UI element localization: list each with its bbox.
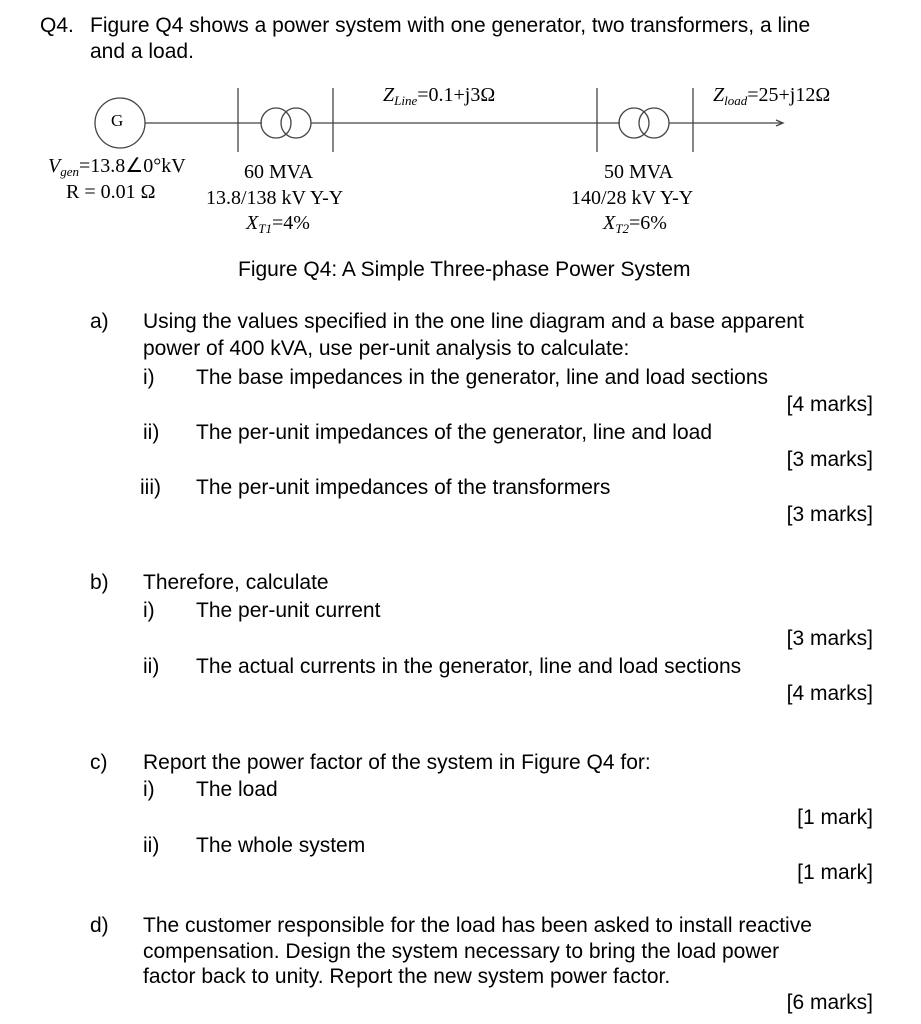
one-line-diagram: [0, 0, 921, 300]
generator-label: G: [111, 111, 124, 130]
part-b-line1: Therefore, calculate: [143, 571, 329, 594]
part-a-ii-num: ii): [143, 421, 160, 444]
question-intro-line1: Figure Q4 shows a power system with one generator, two transformers, a line: [90, 14, 811, 37]
part-b-ii-text: The actual currents in the generator, line and load sections: [196, 655, 742, 678]
part-c-line1: Report the power factor of the system in Figure Q4 for:: [143, 751, 651, 774]
t2-rating: 50 MVA: [604, 161, 674, 183]
part-c-ii-marks: [1 mark]: [797, 861, 873, 884]
part-a-ii-marks: [3 marks]: [786, 448, 873, 471]
part-a-iii-num: iii): [140, 476, 161, 499]
question-number: Q4.: [40, 14, 74, 37]
question-intro-line2: and a load.: [90, 40, 194, 63]
part-c-i-text: The load: [196, 778, 278, 801]
transformer-t1-secondary: [281, 108, 311, 138]
part-b-label: b): [90, 571, 109, 594]
t2-voltage: 140/28 kV Y-Y: [571, 187, 694, 209]
part-a-i-marks: [4 marks]: [786, 393, 873, 416]
part-d-marks: [6 marks]: [786, 991, 873, 1014]
part-b-i-text: The per-unit current: [196, 599, 381, 622]
t2-reactance: $X_{T2}=6\%$: [603, 212, 667, 236]
part-c-ii-text: The whole system: [196, 834, 366, 857]
part-c-ii-num: ii): [143, 834, 160, 857]
part-b-i-num: i): [143, 599, 155, 622]
part-a-label: a): [90, 310, 109, 333]
r-gen-label: R = 0.01 Ω: [66, 181, 156, 203]
figure-caption: Figure Q4: A Simple Three-phase Power System: [238, 258, 691, 281]
part-a-ii-text: The per-unit impedances of the generator, line and load: [196, 421, 713, 444]
part-d-line1: The customer responsible for the load has been asked to install reactive: [143, 914, 812, 937]
transformer-t2-primary: [619, 108, 649, 138]
part-a-i-text: The base impedances in the generator, line and load sections: [196, 366, 769, 389]
t1-voltage: 13.8/138 kV Y-Y: [206, 187, 344, 209]
part-b-i-marks: [3 marks]: [786, 627, 873, 650]
part-b-ii-marks: [4 marks]: [786, 682, 873, 705]
z-line-label: $Z_{Line}=0.1+j3\Omega$: [383, 84, 496, 108]
part-a-iii-marks: [3 marks]: [786, 503, 873, 526]
transformer-t1-primary: [261, 108, 291, 138]
part-d-line3: factor back to unity. Report the new system power factor.: [143, 965, 671, 988]
part-a-iii-text: The per-unit impedances of the transformers: [196, 476, 611, 499]
z-load-label: $Z_{load}=25+j12\Omega$: [713, 84, 831, 108]
part-d-label: d): [90, 914, 109, 937]
part-c-i-num: i): [143, 778, 155, 801]
part-c-label: c): [90, 751, 108, 774]
part-d-line2: compensation. Design the system necessary to bring the load power: [143, 940, 780, 963]
t1-reactance: $X_{T1}=4\%$: [246, 212, 310, 236]
part-a-i-num: i): [143, 366, 155, 389]
part-c-i-marks: [1 mark]: [797, 806, 873, 829]
part-a-line2: power of 400 kVA, use per-unit analysis to calculate:: [143, 337, 630, 360]
transformer-t2-secondary: [639, 108, 669, 138]
part-b-ii-num: ii): [143, 655, 160, 678]
part-a-line1: Using the values specified in the one line diagram and a base apparent: [143, 310, 804, 333]
v-gen-label: $V_{gen}=13.8\angle 0^\circ kV$: [48, 155, 186, 179]
t1-rating: 60 MVA: [244, 161, 314, 183]
